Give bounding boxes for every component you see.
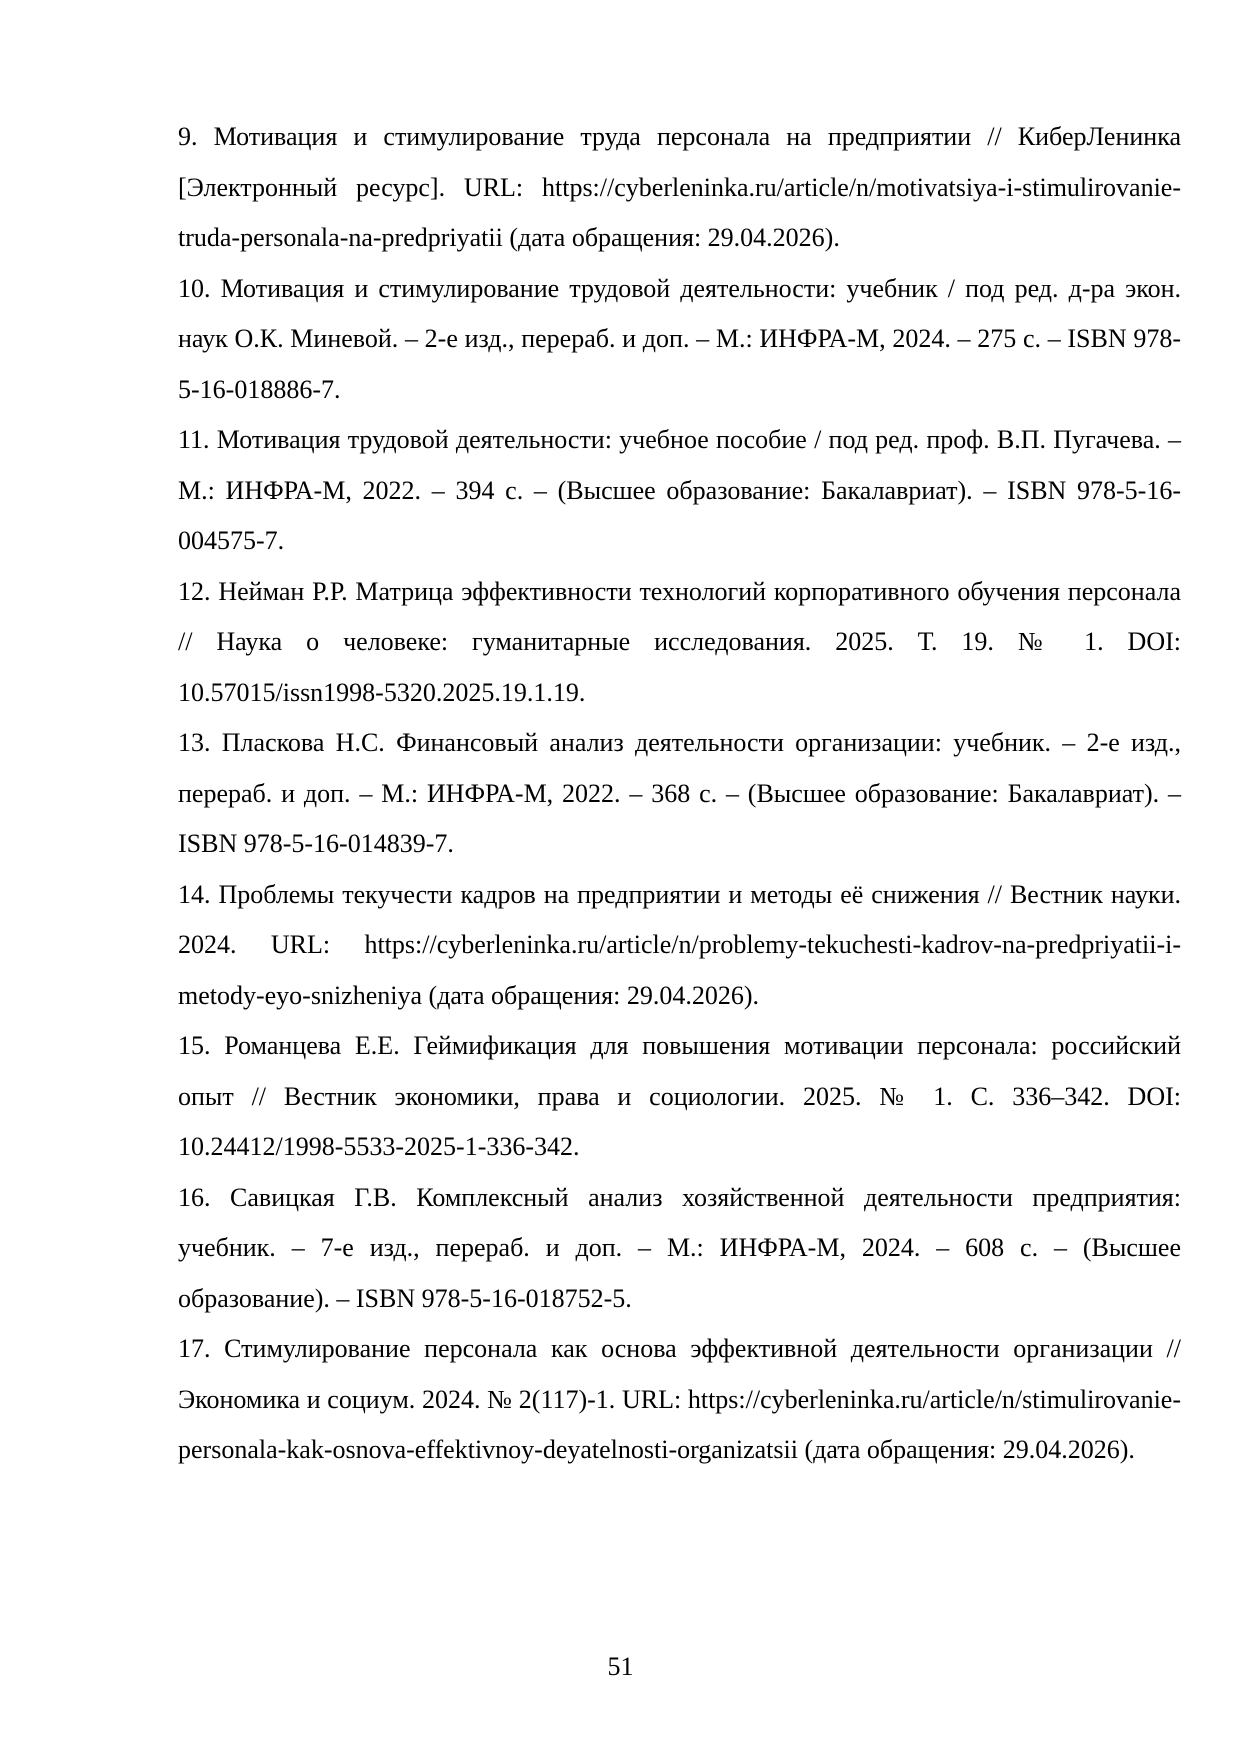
- page-number: 51: [607, 1652, 634, 1681]
- reference-item-16: 16. Савицкая Г.В. Комплексный анализ хозяйственной деятельности предприятия: учебник. – 7-е изд., перераб. и доп. – М.: ИНФРА-М, 2024. – 608 с. – (Высшее образование). – ISBN 978-5-16-018752-5.: [178, 1182, 1181, 1313]
- reference-item-17: 17. Стимулирование персонала как основа эффективной деятельности организации // Экономика и социум. 2024. № 2(117)-1. URL: https://cyberleninka.ru/article/n/stimulirovanie-personala-kak-osnova-effektivnoy-deyatelnosti-organizatsii (дата обращения: 29.04.2026).: [178, 1334, 1181, 1464]
- reference-item-14: 14. Проблемы текучести кадров на предприятии и методы её снижения // Вестник науки. 2024. URL: https://cyberleninka.ru/article/n/problemy-tekuchesti-kadrov-na-predpriyatii-i-metody-eyo-snizheniya (дата обращения: 29.04.2026).: [178, 879, 1181, 1010]
- reference-list: [178, 112, 1181, 1476]
- reference-item-13: 13. Пласкова Н.С. Финансовый анализ деятельности организации: учебник. – 2-е изд., перераб. и доп. – М.: ИНФРА-М, 2022. – 368 с. – (Высшее образование: Бакалавриат). – ISBN 978-5-16-014839-7.: [178, 728, 1181, 858]
- reference-item-11: 11. Мотивация трудовой деятельности: учебное пособие / под ред. проф. В.П. Пугачева. – М.: ИНФРА-М, 2022. – 394 с. – (Высшее образование: Бакалавриат). – ISBN 978-5-16-004575-7.: [178, 425, 1181, 555]
- reference-item-9: 9. Мотивация и стимулирование труда персонала на предприятии // КиберЛенинка [Электронный ресурс]. URL: https://cyberleninka.ru/article/n/motivatsiya-i-stimulirovanie-truda-personala-na-predpriyatii (дата обращения: 29.04.2026).: [178, 122, 1181, 252]
- reference-item-12: 12. Нейман Р.Р. Матрица эффективности технологий корпоративного обучения персонала // Наука о человеке: гуманитарные исследования. 2025. Т. 19. № 1. DOI: 10.57015/issn1998-5320.2025.19.1.19.: [178, 576, 1181, 707]
- reference-item-15: 15. Романцева Е.Е. Геймификация для повышения мотивации персонала: российский опыт // Вестник экономики, права и социологии. 2025. № 1. С. 336–342. DOI: 10.24412/1998-5533-2025-1-336-342.: [178, 1031, 1181, 1161]
- reference-item-10: 10. Мотивация и стимулирование трудовой деятельности: учебник / под ред. д-ра экон. наук О.К. Миневой. – 2-е изд., перераб. и доп. – М.: ИНФРА-М, 2024. – 275 с. – ISBN 978-5-16-018886-7.: [178, 273, 1181, 404]
